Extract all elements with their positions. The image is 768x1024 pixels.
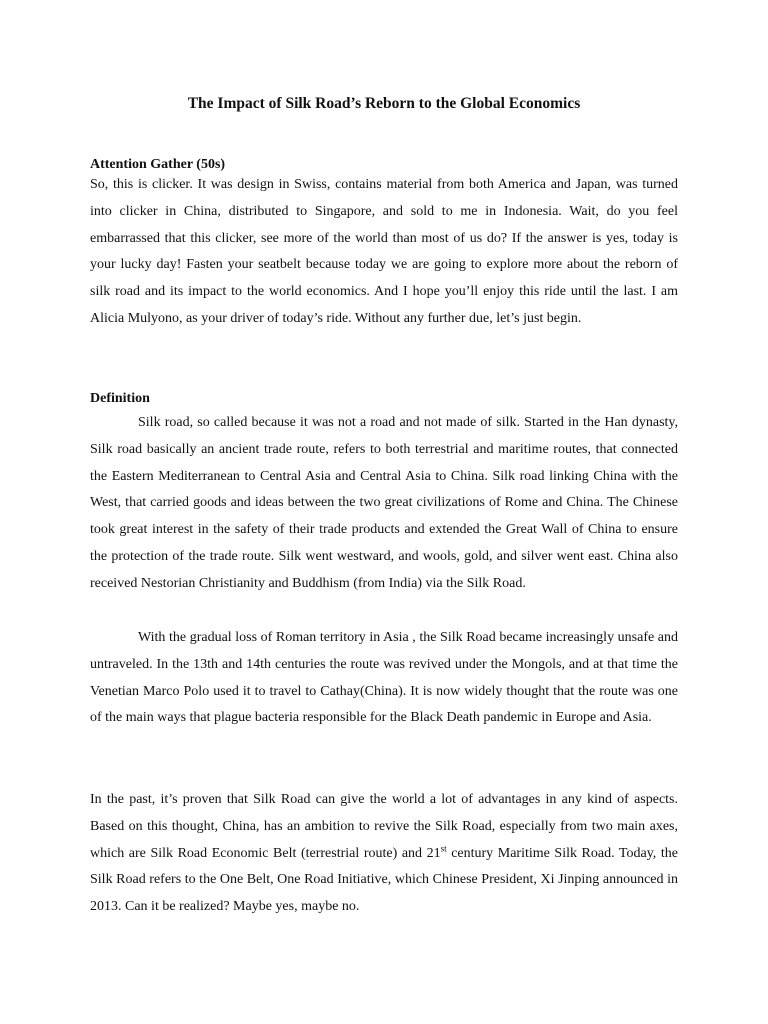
section-heading-attention-gather: Attention Gather (50s) [90,157,226,172]
section-heading-definition: Definition [90,391,150,406]
attention-gather-paragraph: So, this is clicker. It was design in Swiss, contains material from both America and Japan, was turned into clicker in China, distributed to Singapore, and sold to me in Indonesia. Wait, do you feel embarrassed that this clicker, see more of the world than most of us do? If the answer is yes, today is your lucky day! Fasten your seatbelt because today we are going to explore more about the reborn of silk road and its impact to the world economics. And I hope you’ll enjoy this ride until the last. I am Alicia Mulyono, as your driver of today’s ride. Without any further due, let’s just begin. [90,177,678,326]
document-page [90,0,678,1024]
definition-paragraph-2: With the gradual loss of Roman territory in Asia , the Silk Road became increasingly unsafe and untraveled. In the 13th and 14th centuries the route was revived under the Mongols, and at that time the Venetian Marco Polo used it to travel to Cathay(China). It is now widely thought that the route was one of the main ways that plague bacteria responsible for the Black Death pandemic in Europe and Asia. [90,630,678,726]
ordinal-superscript: st [440,842,447,853]
revival-text-end: century Maritime Silk Road. Today, the Silk Road refers to the One Belt, One Road Initiative, which Chinese President, Xi Jinping announced in 2013. Can it be realized? Maybe yes, maybe no. [90,845,678,915]
silk-road-revival-paragraph [90,787,678,921]
definition-paragraph-1: Silk road, so called because it was not a road and not made of silk. Started in the Han dynasty, Silk road basically an ancient trade route, refers to both terrestrial and maritime routes, that connected the Eastern Mediterranean to Central Asia and Central Asia to China. Silk road linking China with the West, that carried goods and ideas between the two great civilizations of Rome and China. The Chinese took great interest in the safety of their trade products and extended the Great Wall of China to ensure the protection of the trade route. Silk went westward, and wools, gold, and silver went east. China also received Nestorian Christianity and Buddhism (from India) via the Silk Road. [90,415,678,591]
revival-text-start: In the past, it’s proven that Silk Road can give the world a lot of advantages in any kind of aspects. Based on this thought, China, has an ambition to revive the Silk Road, especially from two main axes, which are Silk Road Economic Belt (terrestrial route) and 21 [90,792,678,861]
page-title: The Impact of Silk Road’s Reborn to the Global Economics [187,95,581,112]
